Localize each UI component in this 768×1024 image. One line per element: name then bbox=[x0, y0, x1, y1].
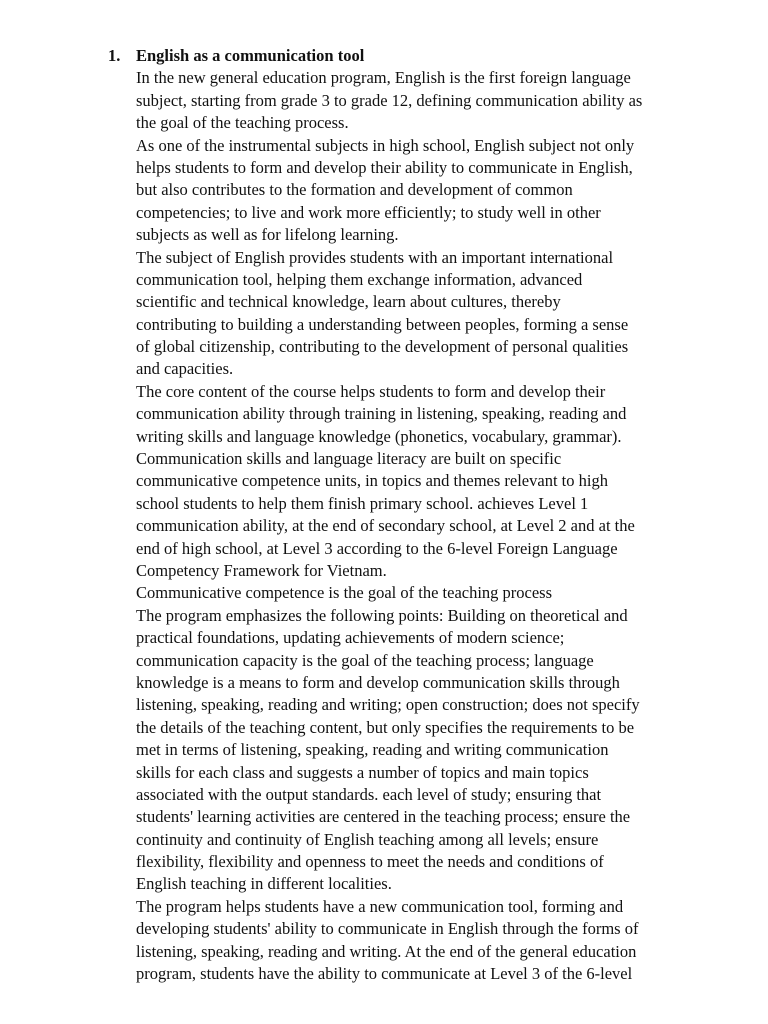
text-line: met in terms of listening, speaking, reading and writing communication bbox=[136, 740, 609, 760]
text-line: communication ability through training in listening, speaking, reading and bbox=[136, 404, 627, 424]
section-title: English as a communication tool bbox=[136, 46, 365, 65]
text-line: English teaching in different localities. bbox=[136, 874, 392, 894]
text-line: Competency Framework for Vietnam. bbox=[136, 560, 387, 580]
text-line: The subject of English provides students with an important international bbox=[136, 247, 614, 267]
section-heading bbox=[108, 45, 364, 67]
text-line: writing skills and language knowledge (phonetics, vocabulary, grammar). bbox=[136, 426, 622, 446]
text-line: Communication skills and language literacy are built on specific bbox=[136, 449, 562, 469]
text-line: communication ability, at the end of secondary school, at Level 2 and at the bbox=[136, 516, 635, 536]
section-body bbox=[136, 67, 696, 985]
text-line: Communicative competence is the goal of the teaching process bbox=[136, 583, 553, 603]
text-line: The program emphasizes the following points: Building on theoretical and bbox=[136, 605, 628, 625]
text-line: developing students' ability to communicate in English through the forms of bbox=[136, 919, 639, 939]
text-line: helps students to form and develop their ability to communicate in English, bbox=[136, 157, 633, 177]
text-line: skills for each class and suggests a number of topics and main topics bbox=[136, 762, 589, 782]
text-line: communication capacity is the goal of the teaching process; language bbox=[136, 650, 594, 670]
section-number: 1. bbox=[108, 46, 121, 65]
text-line: the details of the teaching content, but only specifies the requirements to be bbox=[136, 717, 635, 737]
text-line: and capacities. bbox=[136, 359, 234, 379]
text-line: but also contributes to the formation and development of common bbox=[136, 180, 573, 200]
text-line: communication tool, helping them exchange information, advanced bbox=[136, 269, 583, 289]
text-line: contributing to building a understanding between peoples, forming a sense bbox=[136, 314, 629, 334]
text-line: program, students have the ability to communicate at Level 3 of the 6-level bbox=[136, 964, 633, 984]
text-line: end of high school, at Level 3 according to the 6-level Foreign Language bbox=[136, 538, 618, 558]
text-line: The program helps students have a new communication tool, forming and bbox=[136, 896, 624, 916]
text-line: As one of the instrumental subjects in high school, English subject not only bbox=[136, 135, 635, 155]
text-line: associated with the output standards. each level of study; ensuring that bbox=[136, 784, 602, 804]
text-line: scientific and technical knowledge, learn about cultures, thereby bbox=[136, 292, 561, 312]
text-line: knowledge is a means to form and develop communication skills through bbox=[136, 672, 620, 692]
text-line: students' learning activities are centered in the teaching process; ensure the bbox=[136, 807, 631, 827]
text-line: practical foundations, updating achievements of modern science; bbox=[136, 628, 565, 648]
text-line: competencies; to live and work more efficiently; to study well in other bbox=[136, 202, 601, 222]
text-line: of global citizenship, contributing to the development of personal qualities bbox=[136, 337, 629, 357]
text-line: continuity and continuity of English teaching among all levels; ensure bbox=[136, 829, 599, 849]
text-line: flexibility, flexibility and openness to meet the needs and conditions of bbox=[136, 852, 604, 872]
text-line: the goal of the teaching process. bbox=[136, 113, 349, 133]
text-line: subjects as well as for lifelong learning. bbox=[136, 225, 399, 245]
text-line: communicative competence units, in topics and themes relevant to high bbox=[136, 471, 608, 491]
text-line: In the new general education program, English is the first foreign language bbox=[136, 68, 631, 88]
text-line: school students to help them finish primary school. achieves Level 1 bbox=[136, 493, 589, 513]
text-line: subject, starting from grade 3 to grade 12, defining communication ability as bbox=[136, 90, 643, 110]
text-line: The core content of the course helps students to form and develop their bbox=[136, 381, 606, 401]
text-line: listening, speaking, reading and writing; open construction; does not specify bbox=[136, 695, 640, 715]
text-line: listening, speaking, reading and writing. At the end of the general education bbox=[136, 941, 637, 961]
